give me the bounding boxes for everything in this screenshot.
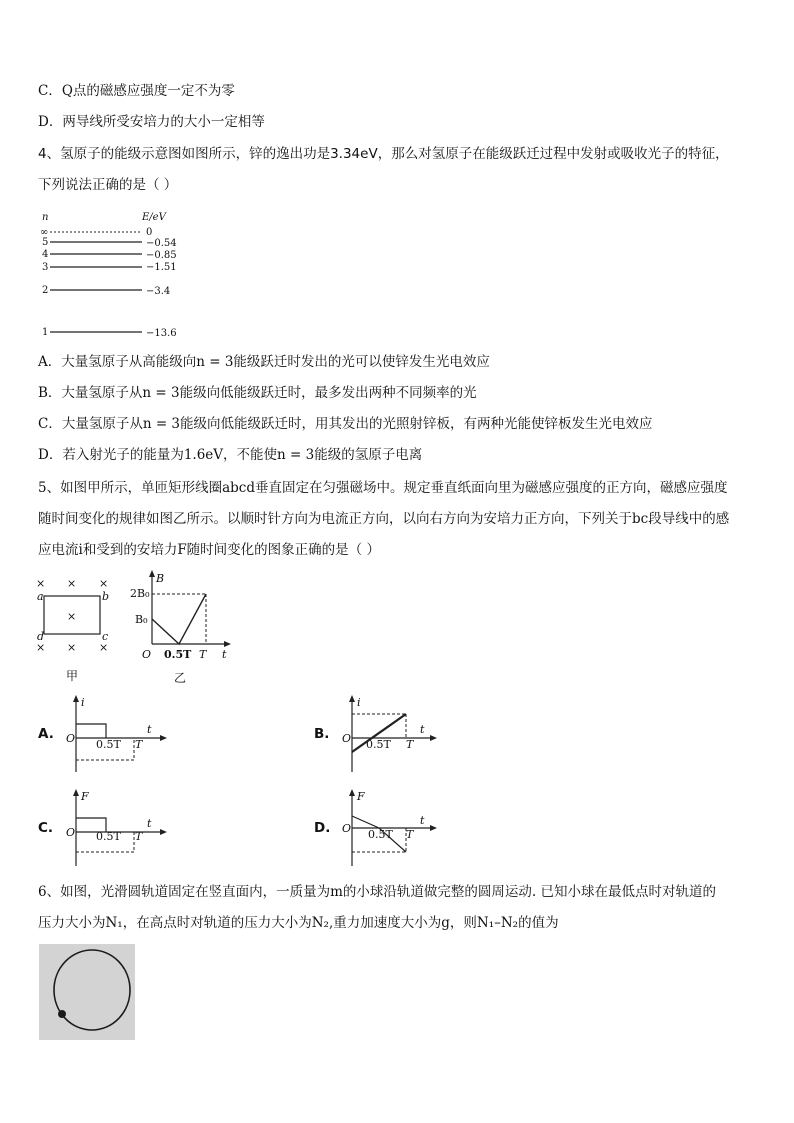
- tick-b0: B₀: [135, 613, 148, 626]
- cross-mark: ×: [99, 577, 109, 590]
- cross-mark: ×: [67, 610, 77, 623]
- level-n-1: 1: [42, 327, 49, 338]
- energy-level-diagram: [38, 206, 198, 341]
- option-c-label: C.: [38, 820, 54, 836]
- b-curve: [152, 594, 206, 644]
- x-label: t: [147, 817, 152, 830]
- level-n-5: 5: [42, 237, 49, 248]
- y-label: F: [81, 790, 89, 803]
- level-e-1: −13.6: [146, 328, 177, 339]
- q4-option-c: C．大量氢原子从n = 3能级向低能级跃迁时，用其发出的光照射锌板，有两种光能使锌板发生光电效应: [38, 416, 653, 432]
- origin: O: [66, 826, 76, 839]
- level-n-4: 4: [42, 249, 49, 260]
- q4-option-a: A．大量氢原子从高能级向n = 3能级跃迁时发出的光可以使锌发生光电效应: [38, 354, 490, 370]
- option-a-graph: [64, 694, 174, 774]
- tick-t: T: [199, 648, 207, 661]
- option-d-graph: [340, 788, 440, 868]
- level-e-2: −3.4: [146, 286, 171, 297]
- caption-yi: 乙: [174, 671, 187, 685]
- level-n-inf: ∞: [40, 227, 49, 238]
- question-5-stem-3: 应电流i和受到的安培力F随时间变化的图象正确的是（ ）: [38, 542, 380, 558]
- origin: O: [342, 732, 352, 745]
- q4-option-d: D．若入射光子的能量为1.6eV，不能使n = 3能级的氢原子电离: [38, 447, 423, 463]
- x-label: t: [420, 723, 425, 736]
- tick-half: 0.5T: [368, 828, 393, 841]
- corner-a: a: [37, 590, 44, 603]
- corner-b: b: [102, 590, 110, 603]
- question-4-stem: 4、氢原子的能级示意图如图所示，锌的逸出功是3.34eV，那么对氢原子在能级跃迁过程中发射或吸收光子的特征，: [38, 146, 729, 162]
- option-b-label: B.: [314, 726, 330, 742]
- tick-half: 0.5T: [96, 738, 121, 751]
- cross-mark: ×: [99, 641, 109, 654]
- tick-t: T: [135, 830, 143, 843]
- option-d-label: D.: [314, 820, 331, 836]
- tick-0-5t: 0.5T: [164, 648, 192, 661]
- e-header: E/eV: [142, 212, 166, 223]
- x-label: t: [420, 814, 425, 827]
- level-e-3: −1.51: [146, 262, 177, 273]
- cross-mark: ×: [67, 641, 77, 654]
- origin: O: [342, 822, 352, 835]
- current-curve: [76, 724, 106, 738]
- level-n-2: 2: [42, 285, 49, 296]
- n-header: n: [42, 212, 49, 223]
- cross-mark: ×: [67, 577, 77, 590]
- question-5-stem: 5、如图甲所示，单匝矩形线圈abcd垂直固定在匀强磁场中。规定垂直纸面向里为磁感应强度的正方向，磁感应强度: [38, 480, 728, 496]
- y-axis-label: B: [156, 572, 165, 585]
- y-label: F: [357, 790, 365, 803]
- corner-d: d: [37, 630, 45, 643]
- level-e-4-text: −0.85: [146, 250, 177, 261]
- option-c-line: C．Q点的磁感应强度一定不为零: [38, 83, 235, 99]
- level-e-inf: 0: [146, 227, 153, 238]
- option-d-line: D．两导线所受安培力的大小一定相等: [38, 114, 265, 130]
- option-c-graph: [64, 788, 174, 868]
- tick-t: T: [406, 738, 414, 751]
- x-label: t: [147, 723, 152, 736]
- option-b-graph: [340, 694, 440, 774]
- q4-option-b: B．大量氢原子从n = 3能级向低能级跃迁时，最多发出两种不同频率的光: [38, 385, 477, 401]
- corner-c: c: [102, 630, 109, 643]
- level-e-5: −0.54: [146, 238, 177, 249]
- question-6-stem: 6、如图，光滑圆轨道固定在竖直面内，一质量为m的小球沿轨道做完整的圆周运动. 已知小球在最低点时对轨道的: [38, 884, 716, 900]
- tick-t: T: [406, 828, 414, 841]
- circular-track-photo: [39, 944, 135, 1040]
- tick-half: 0.5T: [96, 830, 121, 843]
- cross-mark: ×: [36, 641, 46, 654]
- track-circle: [54, 950, 130, 1030]
- cross-mark: ×: [36, 577, 46, 590]
- tick-t: T: [135, 738, 143, 751]
- question-4-stem-cont: 下列说法正确的是（ ）: [38, 177, 178, 193]
- tick-half: 0.5T: [366, 738, 391, 751]
- figure-yi: [128, 568, 238, 686]
- level-n-3: 3: [42, 262, 49, 273]
- question-6-stem-2: 压力大小为N₁，在高点时对轨道的压力大小为N₂,重力加速度大小为g，则N₁–N₂的值为: [38, 915, 559, 931]
- caption-jia: 甲: [66, 669, 79, 683]
- origin: O: [66, 732, 76, 745]
- question-5-stem-2: 随时间变化的规律如图乙所示。以顺时针方向为电流正方向，以向右方向为安培力正方向，下列关于bc段导线中的感: [38, 511, 730, 527]
- tick-2b0: 2B₀: [130, 587, 150, 600]
- y-label: i: [81, 696, 85, 709]
- x-axis-label: t: [222, 648, 227, 661]
- origin-label: O: [142, 648, 152, 661]
- y-label: i: [357, 696, 361, 709]
- figure-jia: [36, 574, 116, 684]
- option-a-label: A.: [38, 726, 54, 742]
- ball: [58, 1010, 66, 1018]
